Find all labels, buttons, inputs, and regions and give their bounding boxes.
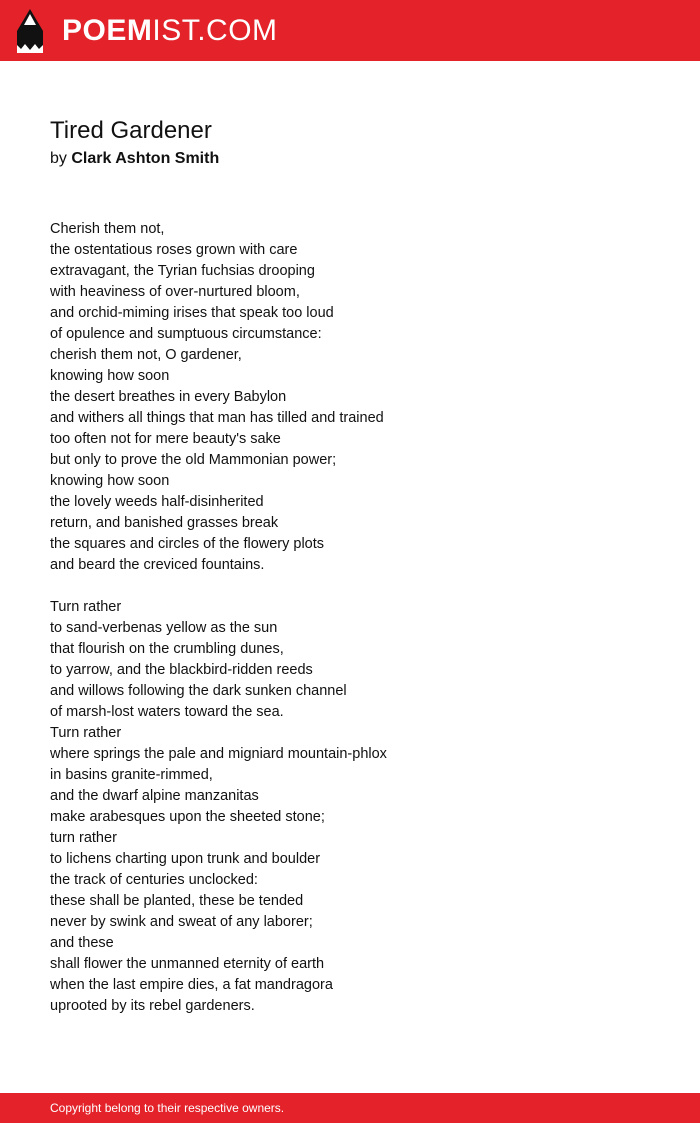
copyright-notice: Copyright belong to their respective owners. bbox=[50, 1101, 285, 1115]
poem-line: never by swink and sweat of any laborer; bbox=[50, 914, 313, 930]
poem-line: knowing how soon bbox=[50, 473, 170, 489]
site-footer bbox=[0, 1093, 700, 1123]
poem-line: to lichens charting upon trunk and boulder bbox=[50, 851, 321, 867]
poem-line: to yarrow, and the blackbird-ridden reeds bbox=[50, 662, 313, 678]
poem-line: the squares and circles of the flowery plots bbox=[50, 536, 325, 552]
poem-line: make arabesques upon the sheeted stone; bbox=[50, 809, 325, 825]
author-name: Clark Ashton Smith bbox=[71, 150, 220, 167]
poem-line: return, and banished grasses break bbox=[50, 515, 279, 531]
poem-line: with heaviness of over-nurtured bloom, bbox=[50, 284, 300, 300]
byline bbox=[50, 148, 219, 170]
poem-title: Tired Gardener bbox=[50, 117, 212, 144]
poem-line: too often not for mere beauty's sake bbox=[50, 431, 281, 447]
stanza-1 bbox=[50, 219, 650, 576]
logo-text-rest: IST.COM bbox=[152, 14, 278, 47]
poem-body bbox=[50, 219, 650, 1017]
poem-line: and withers all things that man has tilled and trained bbox=[50, 410, 384, 426]
poem-line: and these bbox=[50, 935, 114, 951]
poem-line: the lovely weeds half-disinherited bbox=[50, 494, 264, 510]
site-logo[interactable] bbox=[62, 12, 278, 50]
poem-line: of marsh-lost waters toward the sea. bbox=[50, 704, 284, 720]
poem-line: but only to prove the old Mammonian power; bbox=[50, 452, 337, 468]
site-header bbox=[0, 0, 700, 61]
poem-line: of opulence and sumptuous circumstance: bbox=[50, 326, 322, 342]
poem-line: the ostentatious roses grown with care bbox=[50, 242, 298, 258]
poem-line: Turn rather bbox=[50, 725, 122, 741]
poem-line: Turn rather bbox=[50, 599, 122, 615]
poem-line: where springs the pale and migniard mountain-phlox bbox=[50, 746, 387, 762]
poem-line: uprooted by its rebel gardeners. bbox=[50, 998, 255, 1014]
stanza-2 bbox=[50, 597, 650, 1017]
poem-line: and orchid-miming irises that speak too loud bbox=[50, 305, 334, 321]
poem-line: when the last empire dies, a fat mandragora bbox=[50, 977, 333, 993]
stanza-break bbox=[50, 576, 650, 597]
logo-text-bold: POEM bbox=[62, 14, 153, 47]
poem-line: turn rather bbox=[50, 830, 117, 846]
poem-line: and beard the creviced fountains. bbox=[50, 557, 265, 573]
poem-line: cherish them not, O gardener, bbox=[50, 347, 242, 363]
poem-line: and the dwarf alpine manzanitas bbox=[50, 788, 259, 804]
poem-line: that flourish on the crumbling dunes, bbox=[50, 641, 284, 657]
poem-line: the desert breathes in every Babylon bbox=[50, 389, 287, 405]
poem-line: to sand-verbenas yellow as the sun bbox=[50, 620, 278, 636]
poem-line: knowing how soon bbox=[50, 368, 170, 384]
pencil-logo-icon[interactable] bbox=[17, 9, 43, 53]
poem-line: in basins granite-rimmed, bbox=[50, 767, 213, 783]
poem-line: these shall be planted, these be tended bbox=[50, 893, 304, 909]
poem-line: and willows following the dark sunken channel bbox=[50, 683, 347, 699]
poem-line: the track of centuries unclocked: bbox=[50, 872, 258, 888]
poem-line: shall flower the unmanned eternity of earth bbox=[50, 956, 325, 972]
poem-line: extravagant, the Tyrian fuchsias drooping bbox=[50, 263, 315, 279]
by-label: by bbox=[50, 150, 67, 167]
poem-line: Cherish them not, bbox=[50, 221, 165, 237]
